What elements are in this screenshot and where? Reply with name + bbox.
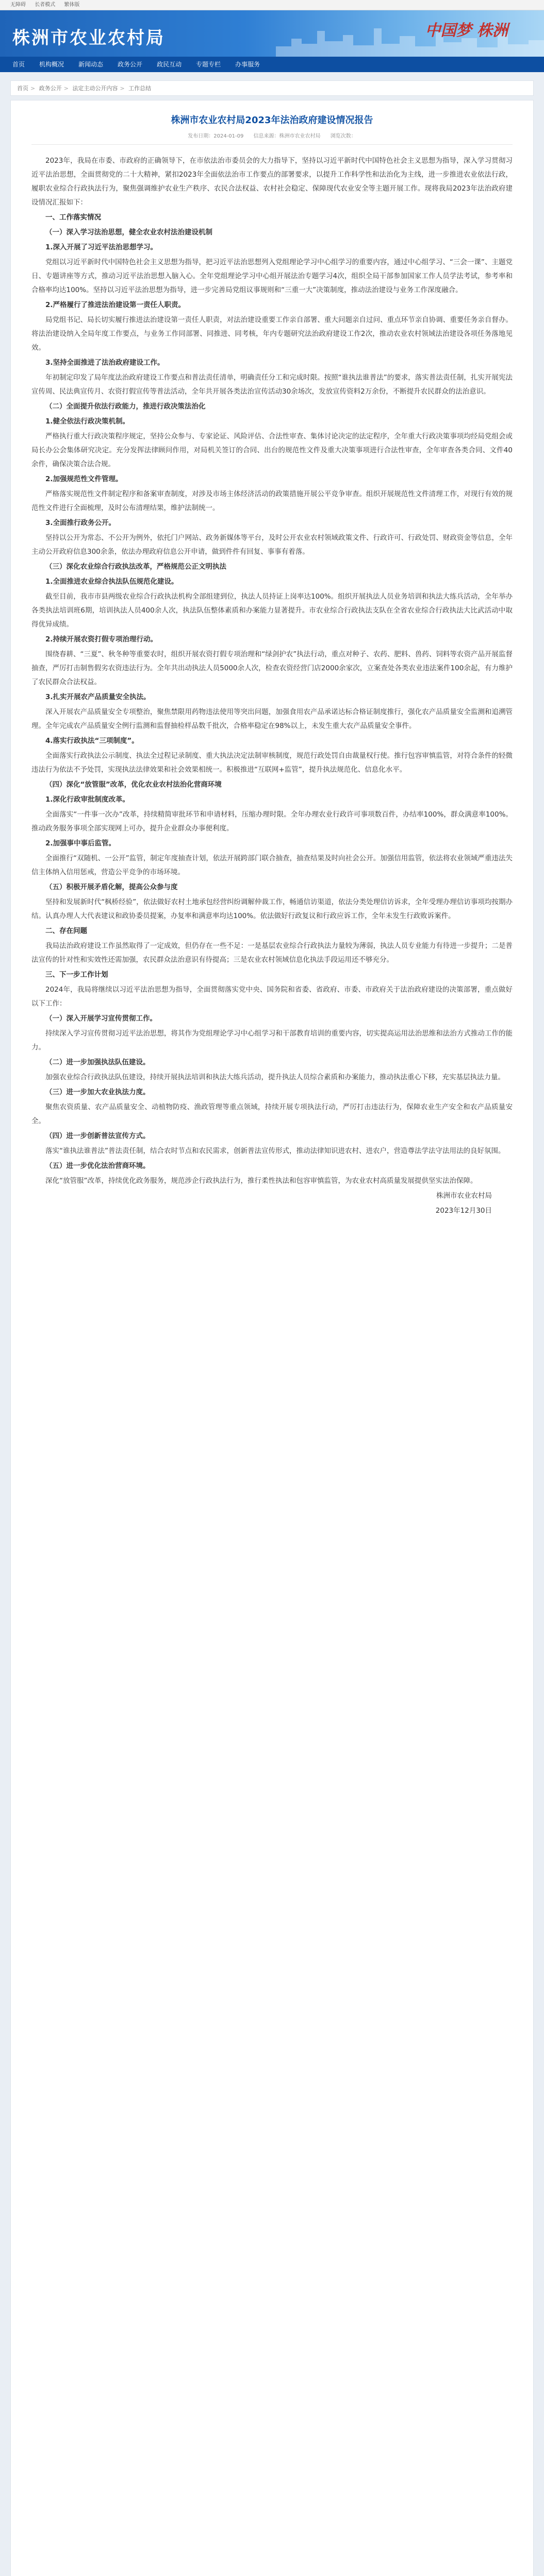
publish-date: 发布日期：2024-01-09 [188, 133, 244, 139]
item-heading: 1.全面推进农业综合执法队伍规范化建设。 [45, 578, 178, 586]
subsection-heading: （一）深入学习法治思想，健全农业农村法治建设机制 [45, 228, 212, 236]
body-paragraph: 持续深入学习宣传贯彻习近平法治思想，将其作为党组理论学习中心组学习和干部教育培训的重要内容，切实提高运用法治思维和法治方式推动工作的能力。 [31, 1029, 513, 1052]
body-paragraph: 加强农业综合行政执法队伍建设，持续开展执法培训和执法大练兵活动，提升执法人员综合素质和办案能力，推动执法重心下移，充实基层执法力量。 [45, 1073, 505, 1081]
body-paragraph: 坚持以公开为常态、不公开为例外，依托门户网站、政务新媒体等平台，及时公开农业农村领域政策文件、行政许可、行政处罚、财政资金等信息，全年主动公开政府信息300余条，依法办理政府信息公开申请，做到件件有回复、事事有着落。 [31, 534, 513, 556]
item-heading: 2.严格履行了推进法治建设第一责任人职责。 [45, 301, 186, 309]
body-paragraph: 聚焦农资质量、农产品质量安全、动植物防疫、渔政管理等重点领域，持续开展专项执法行动，严厉打击违法行为，保障农业生产安全和农产品质量安全。 [31, 1103, 513, 1125]
article-body [31, 154, 513, 1218]
body-paragraph: 截至目前，我市市县两级农业综合行政执法机构全部组建到位，执法人员持证上岗率达100%。组织开展执法人员业务培训和执法大练兵活动，全年举办各类执法培训班6期，培训执法人员400余人次，执法队伍整体素质和办案能力显著提升。市农业综合行政执法支队在全省农业综合行政执法大比武活动中取得优异成绩。 [31, 592, 513, 629]
breadcrumb-statutory[interactable]: 法定主动公开内容 [72, 85, 118, 92]
subsection-heading: （五）积极开展矛盾化解，提高公众参与度 [45, 883, 178, 891]
site-title[interactable]: 株洲市农业农村局 [12, 28, 165, 48]
body-paragraph: 严格落实规范性文件制定程序和备案审查制度，对涉及市场主体经济活动的政策措施开展公平竞争审查。组织开展规范性文件清理工作，对现行有效的规范性文件进行全面梳理，及时公布清理结果，维护法制统一。 [31, 490, 513, 512]
body-paragraph: 严格执行重大行政决策程序规定，坚持公众参与、专家论证、风险评估、合法性审查、集体讨论决定的法定程序，全年重大行政决策事项均经局党组会或局长办公会集体研究决定。充分发挥法律顾问作用，对局机关签订的合同、出台的规范性文件及重大决策事项进行合法性审查，全年审查各类合同、文件40余件，确保决策合法合规。 [31, 432, 513, 468]
item-heading: 1.深化行政审批制度改革。 [45, 795, 130, 804]
signature-line: 株洲市农业农村局 [436, 1192, 492, 1200]
breadcrumb-home[interactable]: 首页 [17, 85, 28, 92]
section-heading: 一、工作落实情况 [45, 213, 101, 222]
item-heading: （二）进一步加强执法队伍建设。 [45, 1058, 150, 1066]
body-paragraph: 局党组书记、局长切实履行推进法治建设第一责任人职责，对法治建设重要工作亲自部署、重大问题亲自过问、重点环节亲自协调、重要任务亲自督办。将法治建设纳入全局年度工作要点，与业务工作同部署、同推进、同考核，年内专题研究法治政府建设工作2次，推动农业农村领域法治建设各项任务落地见效。 [31, 316, 513, 352]
body-paragraph: 深入开展农产品质量安全专项整治，聚焦禁限用药物违法使用等突出问题，加强食用农产品承诺达标合格证制度推行，强化农产品质量安全监测和追溯管理。全年完成农产品质量安全例行监测和监督抽检样品数千批次，合格率稳定在98%以上，未发生重大农产品质量安全事件。 [31, 708, 513, 730]
section-heading: 二、存在问题 [45, 927, 87, 935]
item-heading: 4.落实行政执法“三项制度”。 [45, 737, 139, 745]
article-title: 株洲市农业农村局2023年法治政府建设情况报告 [171, 115, 373, 126]
nav-news[interactable]: 新闻动态 [78, 61, 104, 68]
subsection-heading: （三）深化农业综合行政执法改革，严格规范公正文明执法 [45, 563, 226, 571]
body-paragraph: 坚持和发展新时代“枫桥经验”，依法做好农村土地承包经营纠纷调解仲裁工作，畅通信访渠道，依法分类处理信访诉求，全年受理办理信访事项均按期办结。认真办理人大代表建议和政协委员提案，办复率和满意率均达100%。依法做好行政复议和行政应诉工作，全年未发生行政败诉案件。 [31, 898, 513, 920]
body-paragraph: 年初制定印发了局年度法治政府建设工作要点和普法责任清单，明确责任分工和完成时限。按照“谁执法谁普法”的要求，落实普法责任制，扎实开展宪法宣传周、民法典宣传月、农资打假宣传等普法活动，全年共开展各类法治宣传活动30余场次，发放宣传资料2万余份，不断提升农民群众的法治意识。 [31, 374, 513, 396]
subsection-heading: （二）全面提升依法行政能力，推进行政决策法治化 [45, 402, 206, 411]
nav-services[interactable]: 办事服务 [235, 61, 260, 68]
item-heading: 1.健全依法行政决策机制。 [45, 417, 130, 426]
body-paragraph: 围绕春耕、“三夏”、秋冬种等重要农时，组织开展农资打假专项治理和“绿剑护农”执法行动，重点对种子、农药、肥料、兽药、饲料等农资产品开展监督抽查，严厉打击制售假劣农资违法行为。全年共出动执法人员5000余人次，检查农资经营门店2000余家次，立案查处各类农业违法案件100余起，有力维护了农民群众合法权益。 [31, 650, 513, 686]
item-heading: 3.扎实开展农产品质量安全执法。 [45, 693, 151, 701]
article-meta [31, 131, 513, 145]
body-paragraph: 党组以习近平新时代中国特色社会主义思想为指导，把习近平法治思想列入党组理论学习中心组学习的重要内容，通过中心组学习、“三会一课”、主题党日、专题讲座等方式，推动习近平法治思想入脑入心。全年党组理论学习中心组开展法治专题学习4次，组织全局干部参加国家工作人员学法考试，参考率和合格率均达100%。坚持以习近平法治思想为指导，进一步完善局党组议事规则和“三重一大”决策制度，推动法治建设与业务工作深度融合。 [31, 258, 513, 294]
view-count: 浏览次数： [330, 133, 356, 139]
item-heading: （一）深入开展学习宣传贯彻工作。 [45, 1014, 157, 1023]
slogan-calligraphy: 中国梦 株洲 [425, 22, 508, 40]
nav-organization[interactable]: 机构概况 [39, 61, 64, 68]
item-heading: 2.加强事中事后监管。 [45, 839, 116, 848]
body-paragraph: 2023年，我局在市委、市政府的正确领导下，在市依法治市委员会的大力指导下，坚持以习近平新时代中国特色社会主义思想为指导，深入学习贯彻习近平法治思想，全面贯彻党的二十大精神，紧扣2023年全面依法治市工作要点的部署要求，以提升工作科学性和法治化为主线，进一步推进农业依法行政，履职农业综合行政执法行为，聚焦强调维护农业生产秩序、农民合法权益、农村社会稳定、保障现代农业安全等主题开展工作。现将我局2023年法治政府建设情况汇报如下： [31, 157, 513, 207]
nav-interaction[interactable]: 政民互动 [157, 61, 182, 68]
traditional-chinese-link[interactable]: 繁体版 [64, 2, 80, 8]
section-heading: 三、下一步工作计划 [45, 971, 108, 979]
item-heading: 2.持续开展农资打假专项治理行动。 [45, 635, 158, 643]
elder-mode-link[interactable]: 长者模式 [35, 2, 56, 8]
body-paragraph: 全面推行“双随机、一公开”监管，制定年度抽查计划，依法开展跨部门联合抽查，抽查结果及时向社会公开。加强信用监管，依法将农业领域严重违法失信主体纳入信用惩戒，营造公平竞争的市场环境。 [31, 854, 513, 876]
subsection-heading: （四）深化“放管服”改革，优化农业农村法治化营商环境 [45, 781, 222, 789]
top-utility-bar [0, 0, 544, 10]
nav-gov-affairs[interactable]: 政务公开 [118, 61, 143, 68]
nav-topics[interactable]: 专题专栏 [196, 61, 221, 68]
body-paragraph: 全面落实“一件事一次办”改革，持续精简审批环节和申请材料，压缩办理时限。全年办理农业行政许可事项数百件，办结率100%，群众满意率100%。推动政务服务事项全部实现网上可办，提升企业群众办事便利度。 [31, 810, 513, 833]
item-heading: （五）进一步优化法治营商环境。 [45, 1162, 150, 1170]
item-heading: 3.全面推行政务公开。 [45, 519, 116, 527]
item-heading: 1.深入开展了习近平法治思想学习。 [45, 243, 158, 251]
breadcrumb-gov-affairs[interactable]: 政务公开 [39, 85, 62, 92]
breadcrumb-work-summary[interactable]: 工作总结 [128, 85, 152, 92]
item-heading: （四）进一步创新普法宣传方式。 [45, 1132, 150, 1140]
item-heading: 3.坚持全面推进了法治政府建设工作。 [45, 359, 164, 367]
body-paragraph: 我局法治政府建设工作虽然取得了一定成效，但仍存在一些不足：一是基层农业综合行政执法力量较为薄弱，执法人员专业能力有待进一步提升；二是普法宣传的针对性和实效性还需加强，农民群众法治意识有待提高；三是农业农村领域信息化执法手段运用还不够充分。 [31, 942, 513, 964]
nav-home[interactable]: 首页 [12, 61, 25, 68]
item-heading: （三）进一步加大农业执法力度。 [45, 1088, 150, 1096]
accessibility-link[interactable]: 无障碍 [10, 2, 26, 8]
article-container [10, 100, 534, 2576]
body-paragraph: 落实“谁执法谁普法”普法责任制，结合农时节点和农民需求，创新普法宣传形式，推动法律知识进农村、进农户，营造尊法学法守法用法的良好氛围。 [45, 1147, 505, 1155]
signature-line: 2023年12月30日 [435, 1207, 492, 1215]
main-nav [0, 57, 544, 72]
body-paragraph: 2024年，我局将继续以习近平法治思想为指导，全面贯彻落实党中央、国务院和省委、省政府、市委、市政府关于法治政府建设的决策部署，重点做好以下工作： [31, 986, 513, 1008]
body-paragraph: 全面落实行政执法公示制度、执法全过程记录制度、重大执法决定法制审核制度，规范行政处罚自由裁量权行使。推行包容审慎监管，对符合条件的轻微违法行为依法不予处罚，实现执法法律效果和社会效果相统一。积极推进“互联网+监管”，提升执法规范化、信息化水平。 [31, 752, 513, 774]
site-banner [0, 10, 544, 57]
breadcrumb: 首页 > 政务公开 > 法定主动公开内容 > 工作总结 [10, 80, 534, 96]
item-heading: 2.加强规范性文件管理。 [45, 475, 123, 483]
body-paragraph: 深化“放管服”改革，持续优化政务服务，规范涉企行政执法行为，推行柔性执法和包容审慎监管，为农业农村高质量发展提供坚实法治保障。 [45, 1177, 477, 1185]
info-source: 信息来源：株洲市农业农村局 [253, 133, 321, 139]
